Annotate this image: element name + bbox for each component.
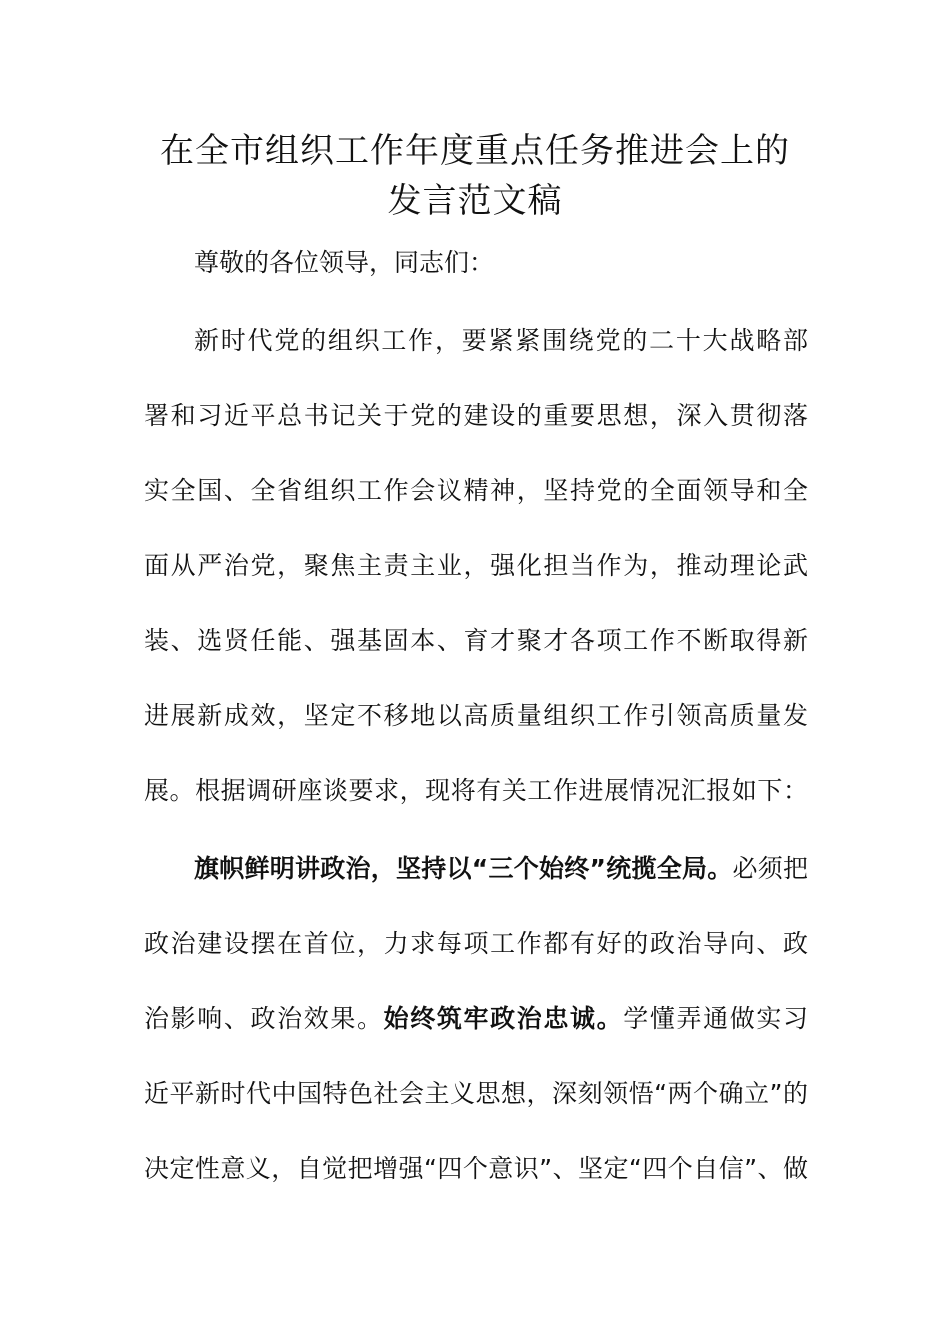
paragraph-1-line-4: 面从严治党，聚焦主责主业，强化担当作为，推动理论武 [144, 551, 808, 580]
paragraph-1-line-1: 新时代党的组织工作，要紧紧围绕党的二十大战略部 [194, 326, 808, 355]
paragraph-1-line-6: 进展新成效，坚定不移地以高质量组织工作引领高质量发 [144, 701, 808, 730]
document-title-line-2: 发言范文稿 [387, 181, 563, 221]
paragraph-2-line-1-rest: 必须把 [732, 854, 808, 883]
paragraph-2-line-1 [194, 852, 808, 886]
document-title-line-1: 在全市组织工作年度重点任务推进会上的 [160, 131, 790, 171]
section-heading-bold: 旗帜鲜明讲政治，坚持以“三个始终”统揽全局。 [194, 854, 733, 883]
paragraph-2-line-3-rest: 学懂弄通做实习 [623, 1004, 808, 1033]
paragraph-1-line-5: 装、选贤任能、强基固本、育才聚才各项工作不断取得新 [144, 626, 808, 655]
paragraph-1-line-2: 署和习近平总书记关于党的建设的重要思想，深入贯彻落 [144, 401, 808, 430]
paragraph-1-line-7: 展。根据调研座谈要求，现将有关工作进展情况汇报如下： [144, 776, 808, 805]
paragraph-2-line-3 [144, 1002, 808, 1036]
paragraph-2-line-2: 政治建设摆在首位，力求每项工作都有好的政治导向、政 [144, 929, 808, 958]
paragraph-1-line-3: 实全国、全省组织工作会议精神，坚持党的全面领导和全 [144, 476, 808, 505]
subheading-bold: 始终筑牢政治忠诚。 [383, 1004, 624, 1033]
paragraph-2-line-4: 近平新时代中国特色社会主义思想，深刻领悟“两个确立”的 [144, 1079, 808, 1108]
paragraph-2-line-3-start: 治影响、政治效果。 [144, 1004, 384, 1033]
salutation: 尊敬的各位领导，同志们： [194, 248, 495, 277]
paragraph-2-line-5: 决定性意义，自觉把增强“四个意识”、坚定“四个自信”、做 [144, 1154, 808, 1183]
